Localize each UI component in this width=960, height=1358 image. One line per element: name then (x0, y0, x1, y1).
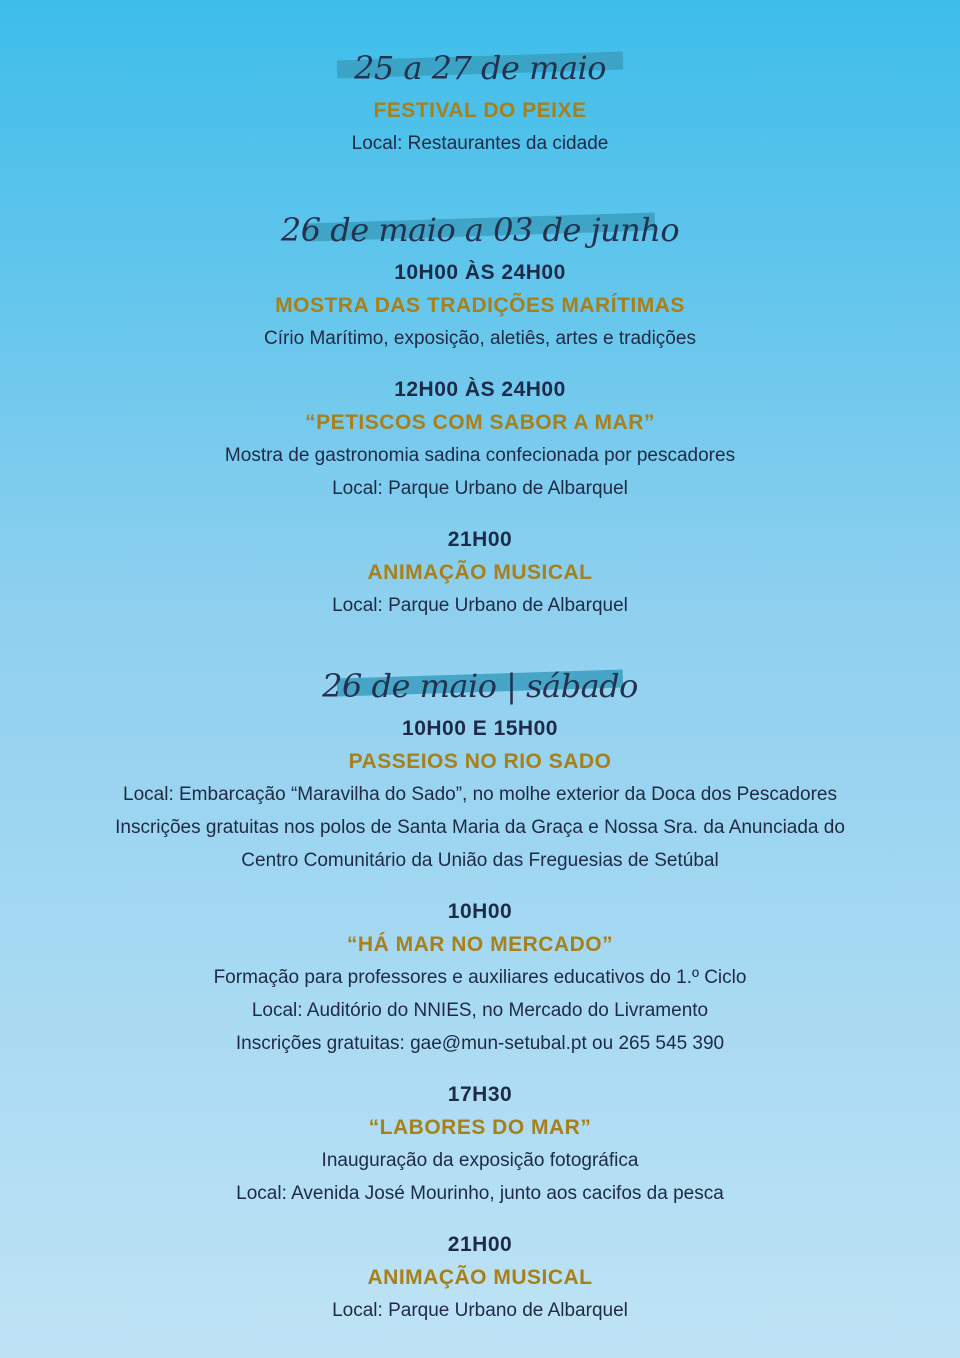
event-time: 10H00 (447, 900, 513, 923)
date-text: 25 a 27 de maio (353, 49, 607, 87)
event-time: 10H00 E 15H00 (402, 717, 558, 740)
event (0, 523, 960, 622)
date-text: 26 de maio a 03 de junho (280, 211, 680, 249)
event-title: FESTIVAL DO PEIXE (373, 99, 587, 122)
event-line: Local: Parque Urbano de Albarquel (332, 1300, 628, 1321)
event-time: 12H00 ÀS 24H00 (394, 378, 566, 401)
event-line: Local: Auditório do NNIES, no Mercado do Livramento (251, 1000, 709, 1021)
date-heading (0, 46, 960, 90)
event-line: Local: Parque Urbano de Albarquel (332, 595, 628, 616)
event-title: ANIMAÇÃO MUSICAL (367, 561, 593, 584)
date-heading (0, 208, 960, 252)
event-title: ANIMAÇÃO MUSICAL (367, 1266, 593, 1289)
event (0, 373, 960, 505)
event-line: Inscrições gratuitas nos polos de Santa Maria da Graça e Nossa Sra. da Anunciada do (115, 817, 845, 838)
event-title: PASSEIOS NO RIO SADO (348, 750, 612, 773)
event-line: Formação para professores e auxiliares educativos do 1.º Ciclo (213, 967, 747, 988)
event-line: Inscrições gratuitas: gae@mun-setubal.pt ou 265 545 390 (235, 1033, 725, 1054)
event (0, 1228, 960, 1327)
event-time: 10H00 ÀS 24H00 (394, 261, 566, 284)
event-title: “HÁ MAR NO MERCADO” (346, 933, 614, 956)
event-line: Local: Embarcação “Maravilha do Sado”, no molhe exterior da Doca dos Pescadores (123, 784, 837, 805)
event-line: Inauguração da exposição fotográfica (321, 1150, 639, 1171)
event-time: 21H00 (447, 1233, 513, 1256)
schedule-section (0, 664, 960, 1327)
event-line: Local: Avenida José Mourinho, junto aos cacifos da pesca (236, 1183, 724, 1204)
event (0, 1078, 960, 1210)
event-time: 21H00 (447, 528, 513, 551)
event-line: Local: Parque Urbano de Albarquel (332, 478, 628, 499)
event (0, 895, 960, 1060)
schedule-section (0, 46, 960, 160)
event-line: Círio Marítimo, exposição, aletiês, artes e tradições (264, 328, 696, 349)
event-title: MOSTRA DAS TRADIÇÕES MARÍTIMAS (275, 294, 685, 317)
event-line: Mostra de gastronomia sadina confecionada por pescadores (224, 445, 736, 466)
event-line: Local: Restaurantes da cidade (351, 133, 609, 154)
schedule-section (0, 208, 960, 622)
date-heading (0, 664, 960, 708)
event-title: “LABORES DO MAR” (368, 1116, 592, 1139)
event-time: 17H30 (447, 1083, 513, 1106)
event (0, 94, 960, 160)
event-title: “PETISCOS COM SABOR A MAR” (305, 411, 655, 434)
event (0, 712, 960, 877)
event-line: Centro Comunitário da União das Freguesias de Setúbal (241, 850, 719, 871)
event (0, 256, 960, 355)
date-text: 26 de maio | sábado (322, 667, 638, 705)
